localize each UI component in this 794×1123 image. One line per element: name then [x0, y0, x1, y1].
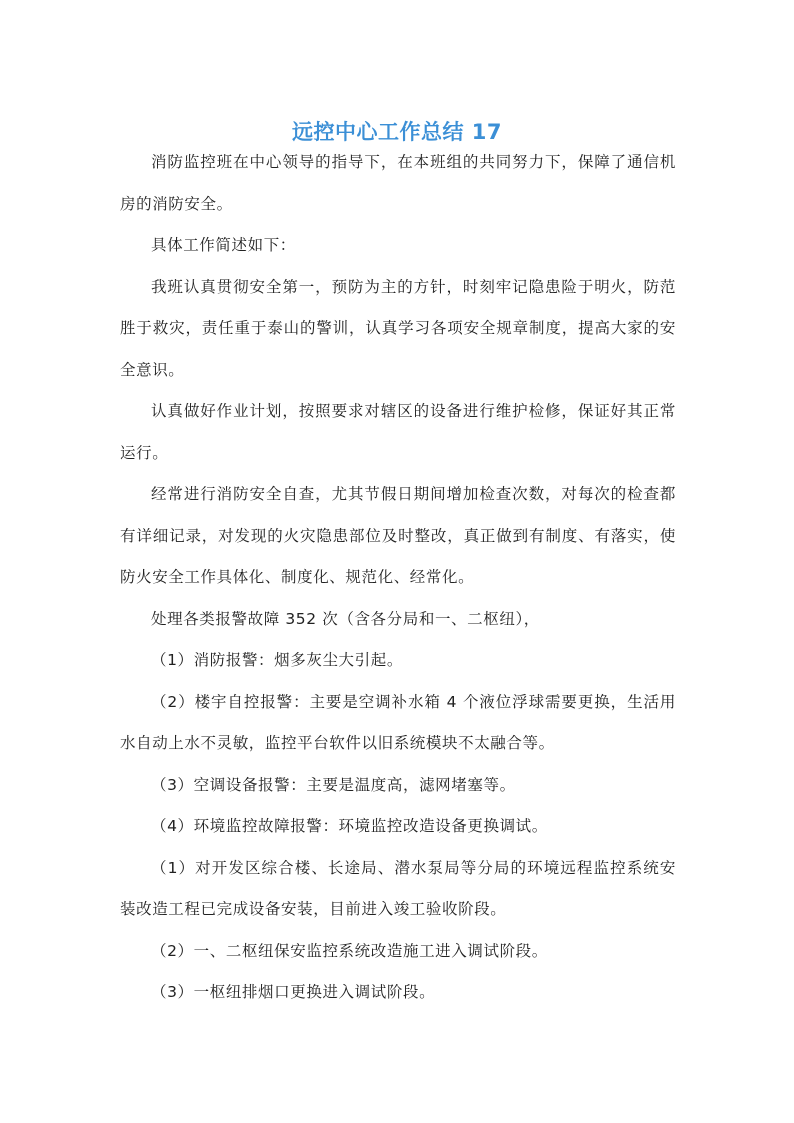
- paragraph-remote-monitoring-project: （1）对开发区综合楼、长途局、潜水泵局等分局的环境远程监控系统安装改造工程已完成设备安装，目前进入竣工验收阶段。: [120, 858, 676, 918]
- paragraph-building-automation-alarm: （2）楼宇自控报警：主要是空调补水箱 4 个液位浮球需要更换，生活用水自动上水不灵敏，监控平台软件以旧系统模块不太融合等。: [120, 692, 676, 752]
- document-title: 远控中心工作总结 17: [291, 120, 503, 145]
- paragraph-summary-heading: 具体工作简述如下：: [151, 236, 296, 254]
- paragraph-alarm-count: 处理各类报警故障 352 次（含各分局和一、二枢纽），: [151, 609, 540, 628]
- paragraph-environment-monitoring-alarm: （4）环境监控故障报警：环境监控改造设备更换调试。: [151, 817, 548, 835]
- paragraph-fire-alarm: （1）消防报警：烟多灰尘大引起。: [151, 651, 403, 669]
- paragraph-maintenance-plan: 认真做好作业计划，按照要求对辖区的设备进行维护检修，保证好其正常运行。: [120, 402, 676, 462]
- paragraph-air-conditioning-alarm: （3）空调设备报警：主要是温度高，滤网堵塞等。: [151, 775, 516, 794]
- paragraph-smoke-exhaust-project: （3）一枢纽排烟口更换进入调试阶段。: [151, 983, 436, 1001]
- paragraph-security-monitoring-project: （2）一、二枢纽保安监控系统改造施工进入调试阶段。: [151, 941, 548, 960]
- document-body: [120, 142, 676, 1014]
- paragraph-intro: 消防监控班在中心领导的指导下，在本班组的共同努力下，保障了通信机房的消防安全。: [120, 153, 676, 213]
- paragraph-safety-policy: 我班认真贯彻安全第一，预防为主的方针，时刻牢记隐患险于明火，防范胜于救灾，责任重于泰山的警训，认真学习各项安全规章制度，提高大家的安全意识。: [120, 277, 676, 379]
- paragraph-self-inspection: 经常进行消防安全自查，尤其节假日期间增加检查次数，对每次的检查都有详细记录，对发现的火灾隐患部位及时整改，真正做到有制度、有落实，使防火安全工作具体化、制度化、规范化、经常化。: [120, 485, 676, 586]
